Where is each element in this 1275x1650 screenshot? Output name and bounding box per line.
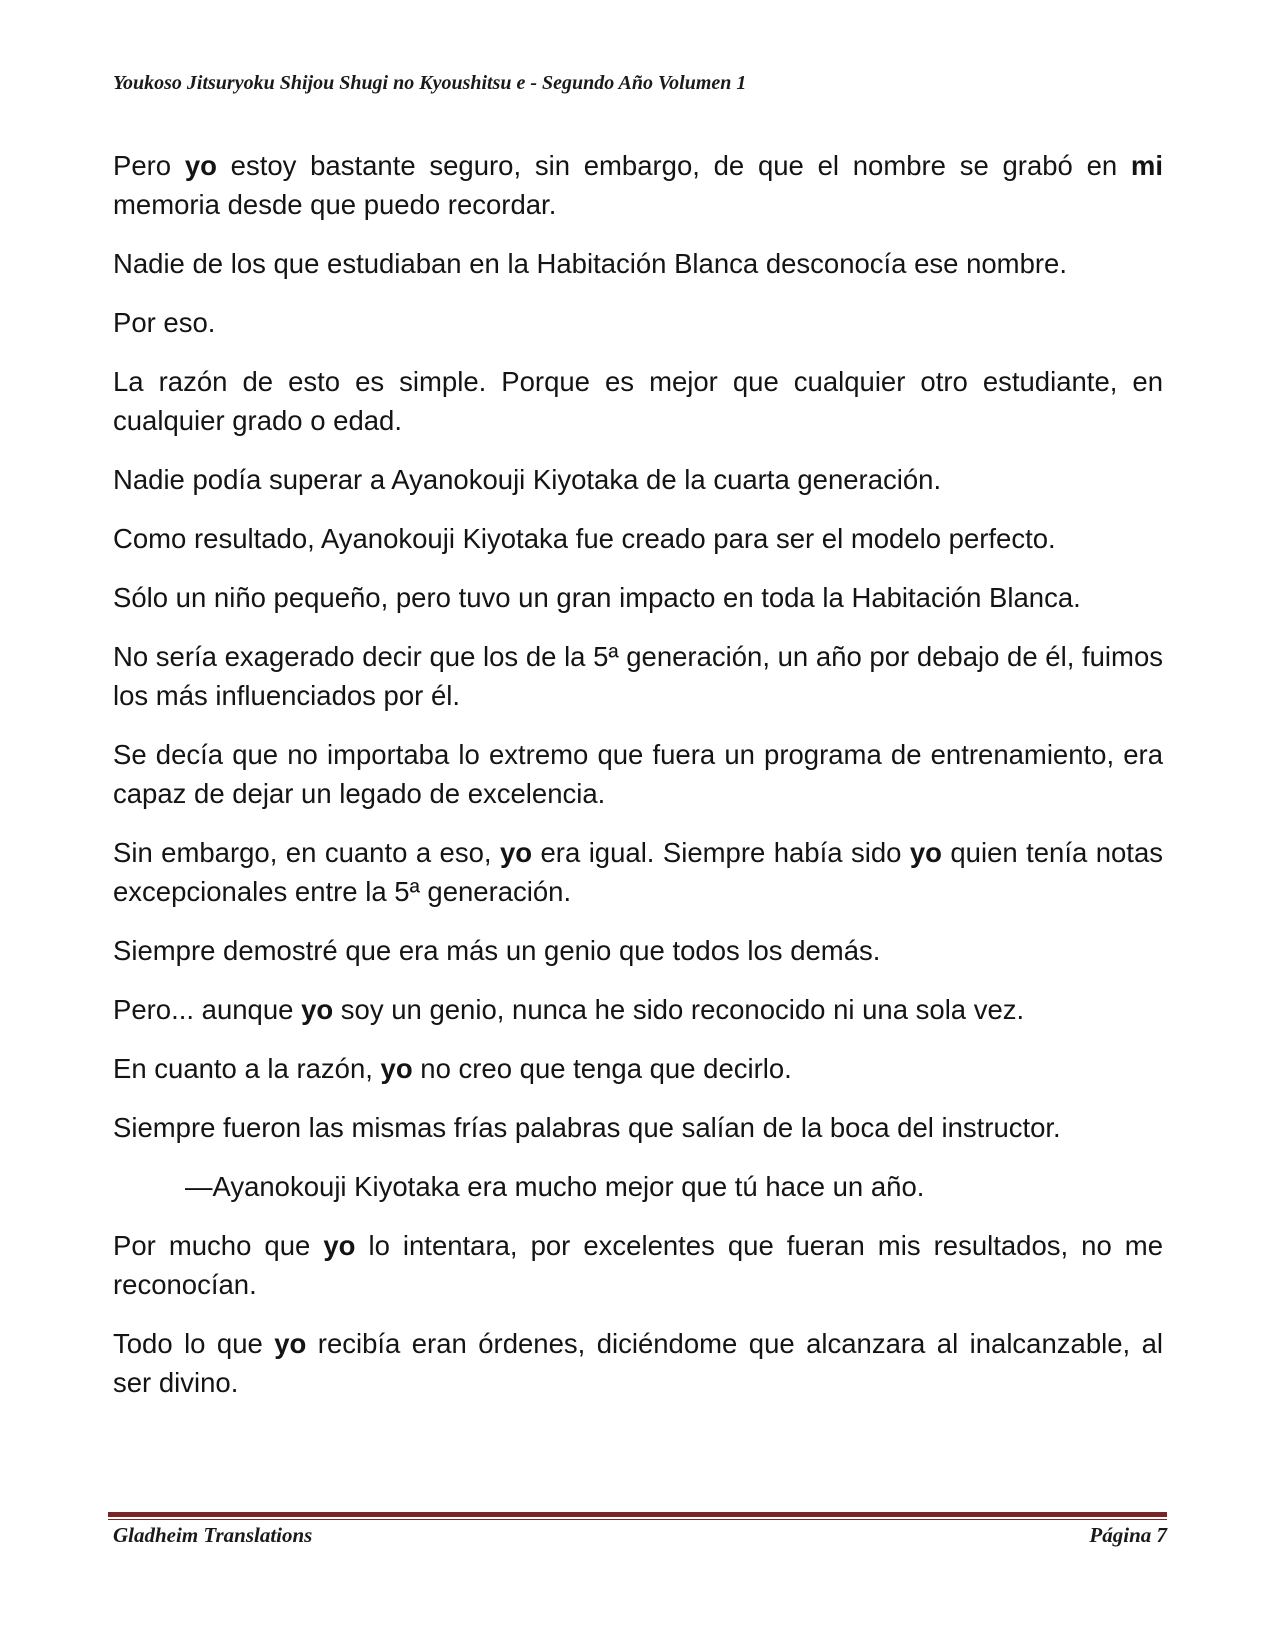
body-paragraph [113,735,1163,813]
text-run: —Ayanokouji Kiyotaka era mucho mejor que tú hace un año. [185,1171,925,1202]
text-run: Como resultado, Ayanokouji Kiyotaka fue creado para ser el modelo perfecto. [113,523,1056,554]
text-run: memoria desde que puedo recordar. [113,189,557,220]
document-body [113,146,1163,1422]
body-paragraph [113,460,1163,499]
page-header-title: Youkoso Jitsuryoku Shijou Shugi no Kyoushitsu e - Segundo Año Volumen 1 [113,72,747,94]
text-run: era igual. Siempre había sido [532,837,910,868]
body-paragraph [113,1108,1163,1147]
body-paragraph [113,362,1163,440]
text-run: Todo lo que [113,1328,275,1359]
body-paragraph [113,833,1163,911]
body-paragraph [113,1167,1163,1206]
text-run: Nadie podía superar a Ayanokouji Kiyotaka de la cuarta generación. [113,464,942,495]
bold-text-run: yo [909,837,942,868]
body-paragraph [113,146,1163,224]
text-run: Por eso. [113,307,216,338]
bold-text-run: yo [274,1328,307,1359]
text-run: Siempre fueron las mismas frías palabras que salían de la boca del instructor. [113,1112,1061,1143]
body-paragraph [113,244,1163,283]
bold-text-run: yo [380,1053,413,1084]
bold-text-run: yo [323,1230,356,1261]
text-run: Pero... aunque [113,994,302,1025]
bold-text-run: yo [301,994,334,1025]
text-run: soy un genio, nunca he sido reconocido ni una sola vez. [333,994,1025,1025]
footer-page-number: Página 7 [1089,1523,1167,1547]
text-run: Se decía que no importaba lo extremo que fuera un programa de entrenamiento, era capaz de dejar un legado de excelencia. [113,739,1163,809]
body-paragraph [113,1226,1163,1304]
body-paragraph [113,519,1163,558]
text-run: Siempre demostré que era más un genio que todos los demás. [113,935,881,966]
text-run: no creo que tenga que decirlo. [412,1053,792,1084]
text-run: Sin embargo, en cuanto a eso, [113,837,500,868]
text-run: estoy bastante seguro, sin embargo, de que el nombre se grabó en [216,150,1131,181]
text-run: quien tenía notas excepcionales entre la 5ª generación. [113,837,1163,907]
footer-translator-credit: Gladheim Translations [113,1523,313,1547]
footer-divider-thin [108,1519,1167,1520]
text-run: Nadie de los que estudiaban en la Habitación Blanca desconocía ese nombre. [113,248,1067,279]
bold-text-run: yo [499,837,533,868]
body-paragraph [113,578,1163,617]
footer-divider [108,1512,1167,1520]
body-paragraph [113,1324,1163,1402]
bold-text-run: yo [184,150,217,181]
text-run: Por mucho que [113,1230,324,1261]
body-paragraph [113,931,1163,970]
body-paragraph [113,1049,1163,1088]
text-run: Sólo un niño pequeño, pero tuvo un gran impacto en toda la Habitación Blanca. [113,582,1081,613]
bold-text-run: mi [1130,150,1163,181]
text-run: Pero [113,150,185,181]
text-run: recibía eran órdenes, diciéndome que alcanzara al inalcanzable, al ser divino. [113,1328,1164,1398]
text-run: No sería exagerado decir que los de la 5ª generación, un año por debajo de él, fuimos los más influenciados por él. [113,641,1163,711]
body-paragraph [113,637,1163,715]
text-run: En cuanto a la razón, [113,1053,381,1084]
body-paragraph [113,990,1163,1029]
text-run: lo intentara, por excelentes que fueran mis resultados, no me reconocían. [113,1230,1163,1300]
body-paragraph [113,303,1163,342]
text-run: La razón de esto es simple. Porque es mejor que cualquier otro estudiante, en cualquier grado o edad. [113,366,1163,436]
